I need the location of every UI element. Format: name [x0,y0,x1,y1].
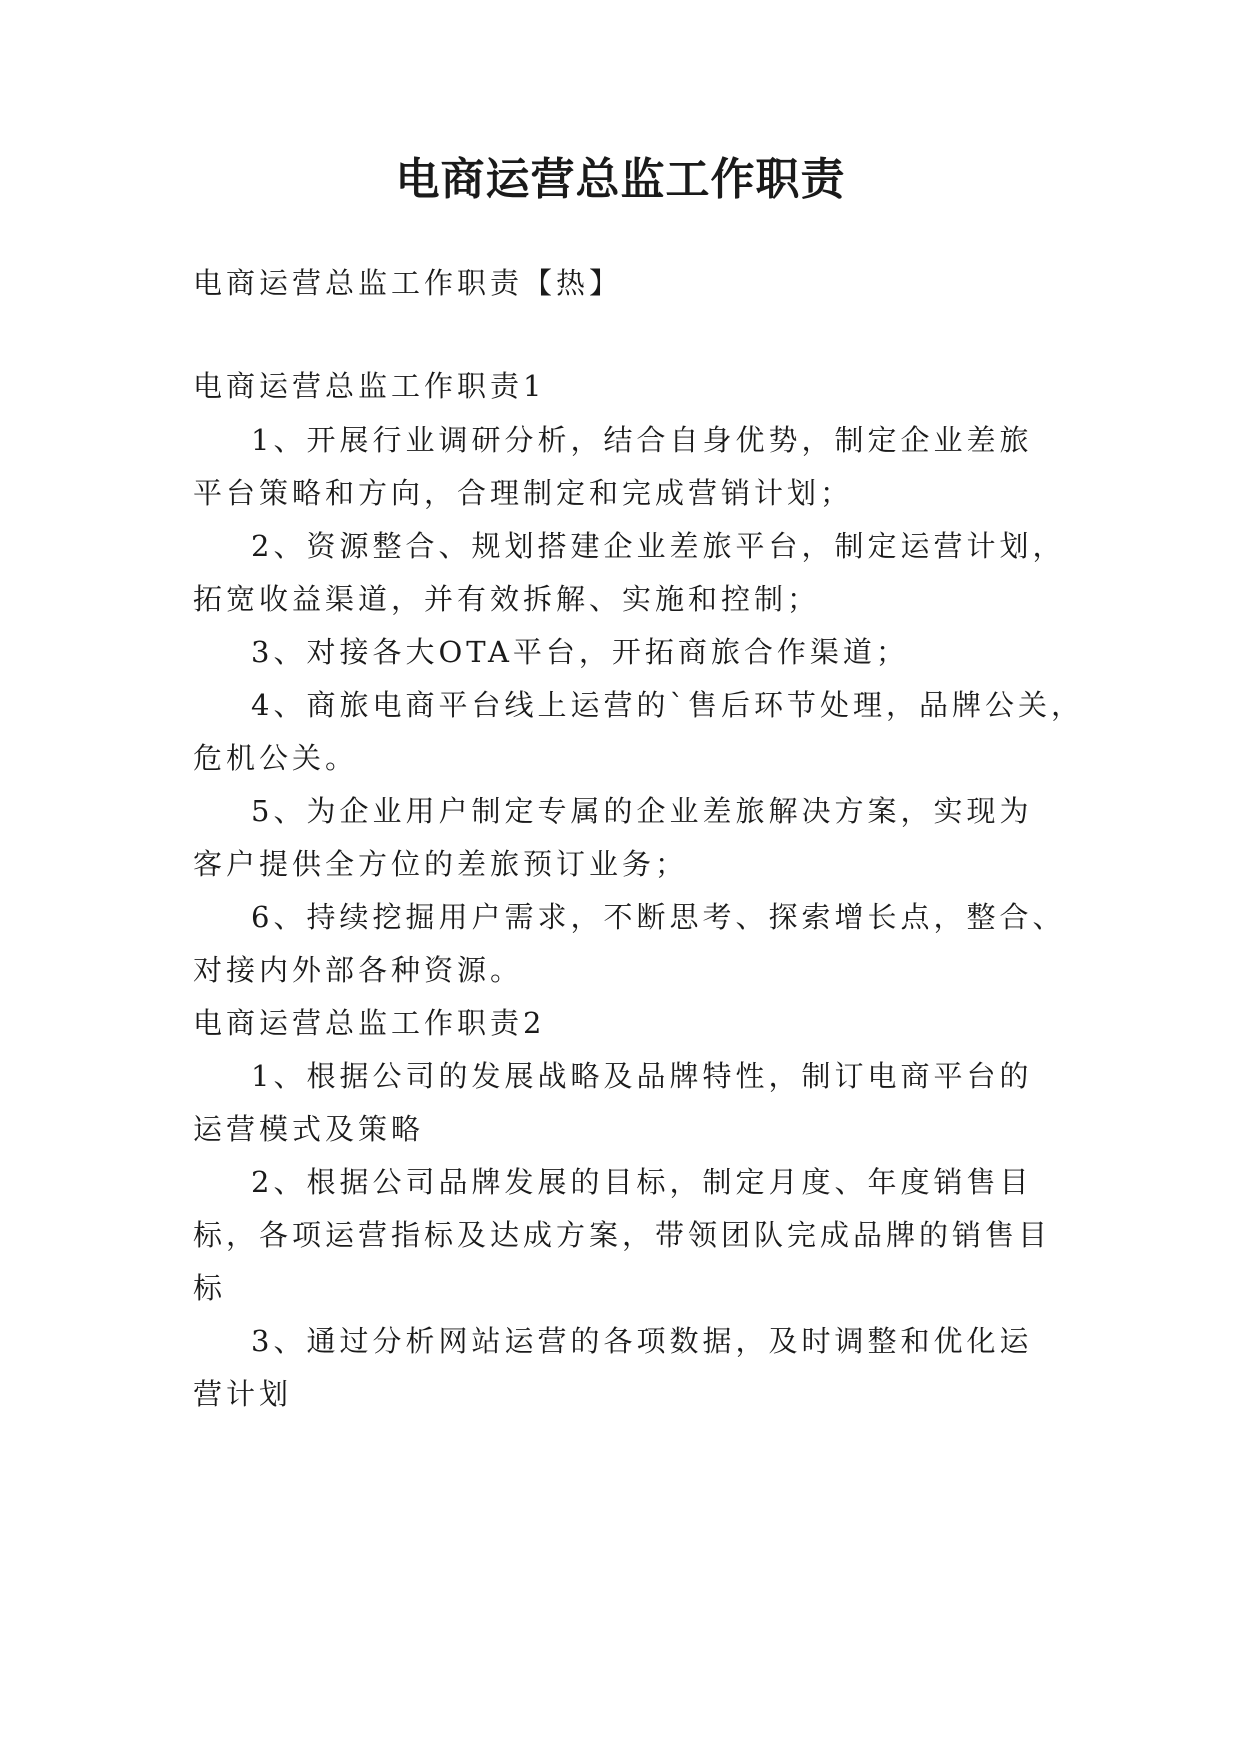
paragraph-line: 3、对接各大OTA平台，开拓商旅合作渠道； [251,635,909,669]
paragraph-line: 客户提供全方位的差旅预订业务； [193,847,689,881]
document-title: 电商运营总监工作职责 [395,154,846,205]
paragraph-line: 5、为企业用户制定专属的企业差旅解决方案，实现为 [251,794,1033,828]
paragraph-line: 6、持续挖掘用户需求，不断思考、探索增长点，整合、 [251,900,1066,934]
section-2-heading: 电商运营总监工作职责2 [193,1006,546,1040]
paragraph-line: 3、通过分析网站运营的各项数据，及时调整和优化运 [251,1324,1033,1358]
document-subtitle: 电商运营总监工作职责【热】 [193,266,623,300]
paragraph-line: 4、商旅电商平台线上运营的`售后环节处理，品牌公关， [251,688,1084,722]
paragraph-line: 标，各项运营指标及达成方案，带领团队完成品牌的销售目 [193,1218,1052,1252]
paragraph-line: 危机公关。 [193,741,359,775]
paragraph-line: 运营模式及策略 [193,1112,425,1146]
paragraph-line: 2、资源整合、规划搭建企业差旅平台，制定运营计划， [251,529,1066,563]
paragraph-line: 标 [193,1271,227,1305]
paragraph-line: 2、根据公司品牌发展的目标，制定月度、年度销售目 [251,1165,1033,1199]
paragraph-line: 对接内外部各种资源。 [193,953,524,987]
section-1-heading: 电商运营总监工作职责1 [193,369,546,403]
paragraph-line: 1、根据公司的发展战略及品牌特性，制订电商平台的 [251,1059,1033,1093]
paragraph-line: 营计划 [193,1377,293,1411]
paragraph-line: 平台策略和方向，合理制定和完成营销计划； [193,476,854,510]
paragraph-line: 拓宽收益渠道，并有效拆解、实施和控制； [193,582,821,616]
paragraph-line: 1、开展行业调研分析，结合自身优势，制定企业差旅 [251,423,1033,457]
